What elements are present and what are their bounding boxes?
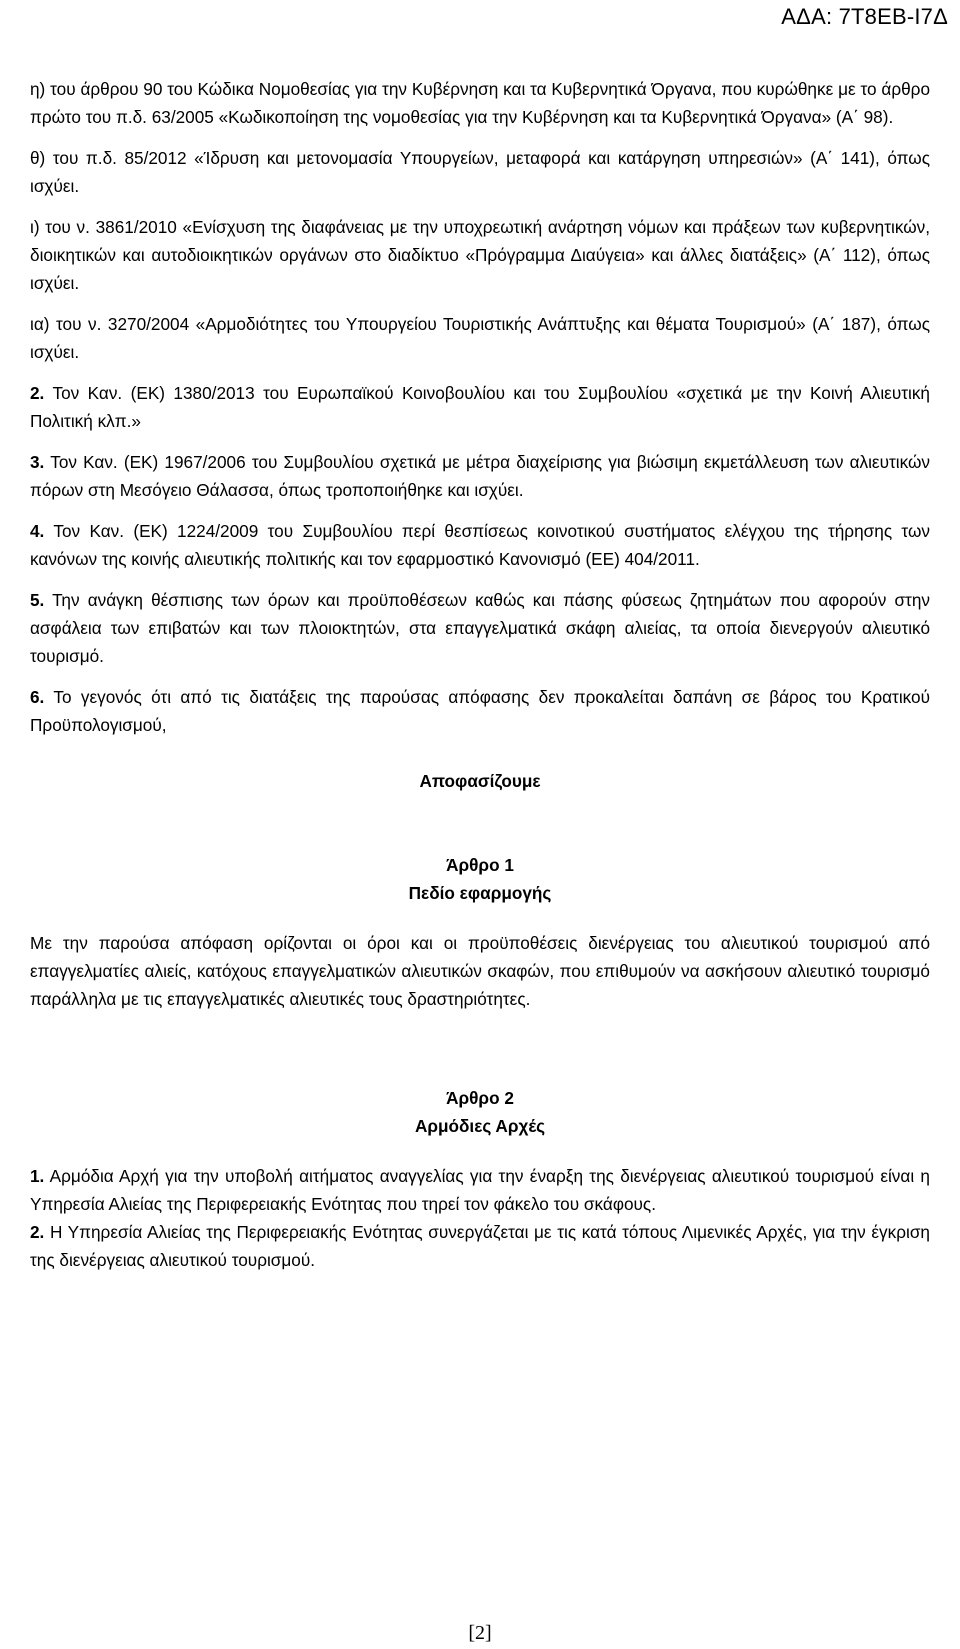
item-number: 3. xyxy=(30,452,45,472)
considering-item-6 xyxy=(30,683,930,739)
item-text: Τον Καν. (ΕΚ) 1967/2006 του Συμβουλίου σχετικά με μέτρα διαχείρισης για βιώσιμη εκμετάλλευση των αλιευτικών πόρων στη Μεσόγειο Θάλασσα, όπως τροποποιήθηκε και ισχύει. xyxy=(30,452,930,500)
clause-iota: ι) του ν. 3861/2010 «Ενίσχυση της διαφάνειας με την υποχρεωτική ανάρτηση νόμων και πράξεων των κυβερνητικών, διοικητικών και αυτοδιοικητικών οργάνων στο διαδίκτυο «Πρόγραμμα Διαύγεια» και άλλες διατάξεις» (Α΄ 112), όπως ισχύει. xyxy=(30,217,930,293)
considering-item-4 xyxy=(30,517,930,573)
page-number: [2] xyxy=(468,1622,492,1644)
item-text: Τον Καν. (ΕΚ) 1224/2009 του Συμβουλίου περί θεσπίσεως κοινοτικού συστήματος ελέγχου της τήρησης των κανόνων της κοινής αλιευτικής πολιτικής και τον εφαρμοστικό Κανονισμό (ΕΕ) 404/2011. xyxy=(30,521,930,569)
item-text: Τον Καν. (ΕΚ) 1380/2013 του Ευρωπαϊκού Κοινοβουλίου και του Συμβουλίου «σχετικά με την Κοινή Αλιευτική Πολιτική κλπ.» xyxy=(30,383,930,431)
item-number: 6. xyxy=(30,687,45,707)
clause-theta: θ) του π.δ. 85/2012 «Ίδρυση και μετονομασία Υπουργείων, μεταφορά και κατάργηση υπηρεσιών» (Α΄ 141), όπως ισχύει. xyxy=(30,148,930,196)
article-2-subtitle: Αρμόδιες Αρχές xyxy=(414,1116,546,1136)
considering-item-2 xyxy=(30,379,930,435)
article-2-item-2 xyxy=(30,1218,930,1274)
clause-eta: η) του άρθρου 90 του Κώδικα Νομοθεσίας για την Κυβέρνηση και τα Κυβερνητικά Όργανα, που κυρώθηκε με το άρθρο πρώτο του π.δ. 63/2005 «Κωδικοποίηση της νομοθεσίας για την Κυβέρνηση και τα Κυβερνητικά Όργανα» (Α΄ 98). xyxy=(30,79,930,127)
ada-code: ΑΔΑ: 7Τ8ΕΒ-Ι7Δ xyxy=(781,4,948,29)
article-1-subtitle: Πεδίο εφαρμογής xyxy=(408,883,552,903)
item-number: 2. xyxy=(30,383,45,403)
considering-item-3 xyxy=(30,448,930,504)
clause-iota-alpha: ια) του ν. 3270/2004 «Αρμοδιότητες του Υπουργείου Τουριστικής Ανάπτυξης και θέματα Τουρισμού» (Α΄ 187), όπως ισχύει. xyxy=(30,314,930,362)
decision-heading: Αποφασίζουμε xyxy=(419,771,541,791)
considering-item-5 xyxy=(30,586,930,670)
article-1-title: Άρθρο 1 xyxy=(446,855,514,875)
document-body xyxy=(30,75,930,1287)
item-number: 4. xyxy=(30,521,45,541)
item-text: Το γεγονός ότι από τις διατάξεις της παρούσας απόφασης δεν προκαλείται δαπάνη σε βάρος του Κρατικού Προϋπολογισμού, xyxy=(30,687,930,735)
item-text: Η Υπηρεσία Αλιείας της Περιφερειακής Ενότητας συνεργάζεται με τις κατά τόπους Λιμενικές Αρχές, για την έγκριση της διενέργειας αλιευτικού τουρισμού. xyxy=(30,1222,930,1270)
article-2-item-1 xyxy=(30,1162,930,1218)
item-number: 2. xyxy=(30,1222,45,1242)
item-text: Την ανάγκη θέσπισης των όρων και προϋποθέσεων καθώς και πάσης φύσεως ζητημάτων που αφορούν στην ασφάλεια των επιβατών και των πλοιοκτητών, στα επαγγελματικά σκάφη αλιείας, τα οποία διενεργούν αλιευτικό τουρισμό. xyxy=(30,590,930,666)
item-number: 1. xyxy=(30,1166,45,1186)
article-1-text: Με την παρούσα απόφαση ορίζονται οι όροι και οι προϋποθέσεις διενέργειας του αλιευτικού τουρισμού από επαγγελματίες αλιείς, κατόχους επαγγελματικών αλιευτικών σκαφών, που επιθυμούν να ασκήσουν αλιευτικό τουρισμό παράλληλα με τις επαγγελματικές αλιευτικές τους δραστηριότητες. xyxy=(30,933,930,1009)
spacer xyxy=(30,1026,930,1084)
item-text: Αρμόδια Αρχή για την υποβολή αιτήματος αναγγελίας για την έναρξη της διενέργειας αλιευτικού τουρισμού είναι η Υπηρεσία Αλιείας της Περιφερειακής Ενότητας που τηρεί τον φάκελο του σκάφους. xyxy=(30,1166,930,1214)
item-number: 5. xyxy=(30,590,45,610)
article-2-title: Άρθρο 2 xyxy=(446,1088,514,1108)
